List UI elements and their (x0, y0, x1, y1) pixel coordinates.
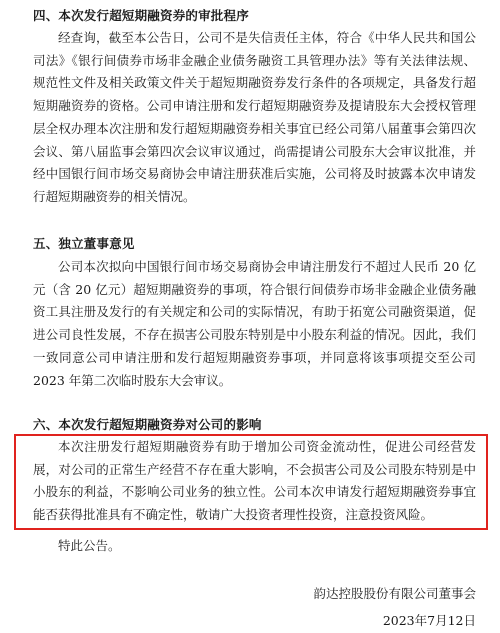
section-5-paragraph: 公司本次拟向中国银行间市场交易商协会申请注册发行不超过人民币 20 亿元（含 20 亿元）超短期融资券的事项，符合银行间债券市场非金融企业债务融资工具注册及发行的有关规定和公司的实际情况，有助于拓宽公司融资渠道，促进公司良性发展，不存在损害公司股东特别是中小股东利益的情况。因此，我们一致同意公司申请注册和发行超短期融资券事项，并同意将该事项提交至公司 2023 年第二次临时股东大会审议。 (33, 259, 476, 388)
section-4-heading: 四、本次发行超短期融资券的审批程序 (33, 8, 249, 23)
section-6-heading: 六、本次发行超短期融资券对公司的影响 (33, 417, 262, 432)
signature-company: 韵达控股股份有限公司董事会 (313, 586, 476, 601)
section-5-heading: 五、独立董事意见 (33, 236, 135, 251)
closing-statement: 特此公告。 (58, 538, 121, 553)
section-6-paragraph: 本次注册发行超短期融资券有助于增加公司资金流动性，促进公司经营发展，对公司的正常生产经营不存在重大影响，不会损害公司及公司股东特别是中小股东的利益，不影响公司业务的独立性。公司本次申请发行超短期融资券事宜能否获得批准具有不确定性，敬请广大投资者理性投资，注意投资风险。 (33, 439, 476, 523)
signature-date: 2023年7月12日 (382, 613, 476, 628)
section-4-paragraph: 经查询，截至本公告日，公司不是失信责任主体，符合《中华人民共和国公司法》《银行间债券市场非金融企业债务融资工具管理办法》等有关法律法规、规范性文件及相关政策文件关于超短期融资券发行条件的各项规定，具备发行超短期融资券的资格。公司申请注册和发行超短期融资券及提请股东大会授权管理层全权办理本次注册和发行超短期融资券相关事宜已经公司第八届董事会第四次会议、第八届监事会第四次会议审议通过，尚需提请公司股东大会审议批准，并经中国银行间市场交易商协会申请注册获准后实施，公司将及时披露本次申请发行超短期融资券的相关情况。 (33, 30, 476, 204)
